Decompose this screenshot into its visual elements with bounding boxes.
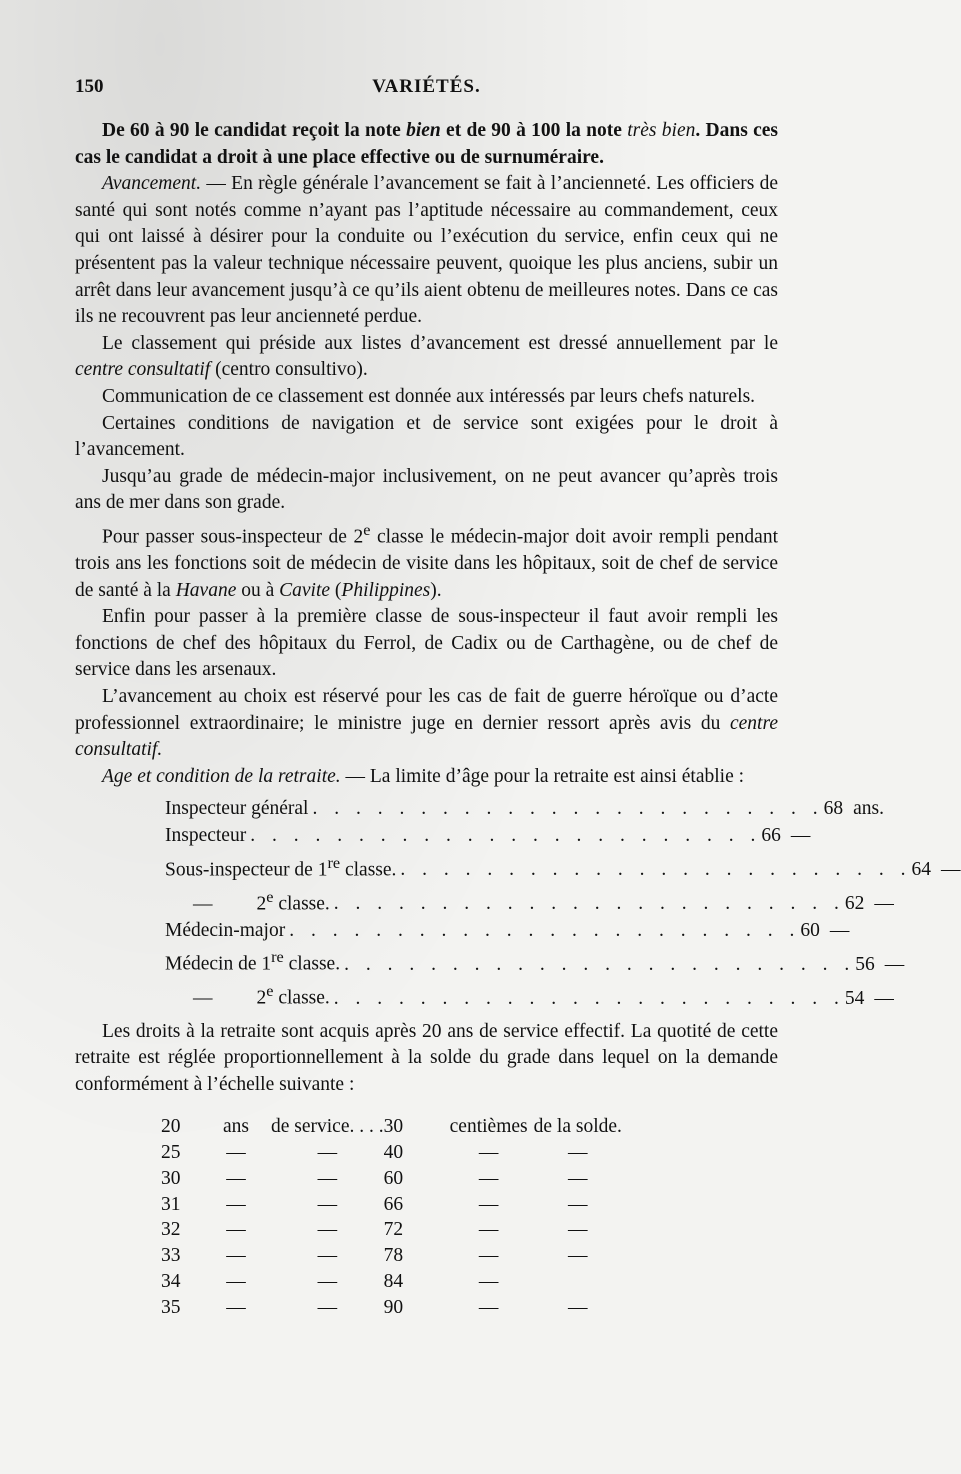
scale-cell: de la solde.: [533, 1116, 622, 1138]
age-unit: —: [884, 953, 905, 975]
centiemes-value: 66: [383, 1193, 404, 1215]
text-run: classe.: [283, 953, 341, 975]
pension-scale-row: [161, 1166, 622, 1192]
years-value: 30: [161, 1167, 181, 1189]
scale-cell: —: [568, 1193, 588, 1215]
text-run: classe.: [273, 893, 330, 915]
scale-cell: —: [478, 1193, 499, 1215]
dot-leader: . . . . . . . . . . . . . . . . . . . . . . . .: [344, 953, 856, 975]
ditto-dash: —: [193, 893, 213, 915]
scale-cell: —: [568, 1167, 588, 1189]
dot-leader: . . . . . . . . . . . . . . . . . . . . . . . .: [312, 798, 824, 820]
centiemes-value: 30: [383, 1116, 404, 1138]
rank-label: Inspecteur: [165, 824, 247, 846]
paragraph-grade: Jusqu’au grade de médecin-major inclusivement, on ne peut avancer qu’après trois ans de mer dans son grade.: [75, 465, 778, 514]
paragraph-classement: [75, 331, 778, 384]
scale-cell: —: [317, 1271, 338, 1293]
paragraph-choix: [75, 684, 778, 764]
scale-cell: —: [226, 1296, 246, 1318]
text-run: 2: [256, 987, 267, 1009]
age-unit: —: [874, 987, 894, 1009]
scale-cell: —: [317, 1193, 338, 1215]
age-limit-row: [165, 978, 894, 1012]
scale-cell: —: [226, 1193, 246, 1215]
text-run: classe le médecin-major doit avoir rempli pendant trois ans les fonctions soit de médecin de visite dans les hôpitaux, soit de chef de service de santé à la: [75, 526, 778, 601]
scale-cell: —: [317, 1219, 338, 1241]
paragraph-communication: Communication de ce classement est donnée aux intéressés par leurs chefs naturels.: [102, 385, 756, 407]
centiemes-value: 90: [383, 1296, 404, 1318]
superscript: e: [363, 520, 371, 539]
text-run: De 60 à 90 le candidat reçoit la note: [102, 120, 407, 141]
age-value: 62: [844, 893, 865, 915]
superscript: e: [266, 887, 274, 906]
scale-cell: —: [226, 1142, 246, 1164]
text-run: (centro consultivo).: [210, 359, 368, 381]
text-run-italic: Cavite: [279, 579, 331, 601]
age-value: 64: [911, 859, 932, 881]
section-heading-italic: Avancement.: [102, 173, 202, 195]
age-value: 54: [844, 987, 865, 1009]
paragraph-retraite: [75, 764, 778, 791]
dot-leader: . . . . . . . . . . . . . . . . . . . . . . . .: [400, 859, 912, 881]
scale-cell: de service. . . .: [271, 1116, 384, 1138]
centiemes-value: 60: [383, 1167, 404, 1189]
text-run-italic: Philippines: [341, 579, 431, 601]
years-value: 20: [161, 1116, 181, 1138]
text-run-italic: bien: [406, 120, 441, 141]
pension-scale-row: [161, 1243, 622, 1269]
pension-scale-row: [161, 1192, 622, 1218]
age-unit: —: [790, 824, 811, 846]
age-limit-row: [165, 944, 905, 978]
text-run: 2: [256, 893, 267, 915]
centiemes-value: 72: [383, 1219, 404, 1241]
age-limit-row: [165, 823, 811, 850]
dot-leader: . . . . . . . . . . . . . . . . . . . . . . . .: [333, 893, 845, 915]
age-unit: ans.: [853, 798, 884, 820]
text-run: ).: [430, 579, 442, 601]
paragraph-sous-inspecteur: [75, 517, 778, 604]
scale-cell: —: [478, 1167, 499, 1189]
years-value: 25: [161, 1142, 181, 1164]
text-run: (: [330, 579, 342, 601]
centiemes-value: 84: [383, 1271, 404, 1293]
superscript: re: [271, 948, 284, 967]
scale-cell: —: [478, 1219, 499, 1241]
text-run: et de 90 à 100 la note: [440, 120, 628, 141]
scale-cell: —: [568, 1296, 588, 1318]
rank-label: [165, 944, 340, 978]
years-value: 32: [161, 1219, 181, 1241]
years-value: 34: [161, 1271, 181, 1293]
paragraph-avancement: [75, 171, 778, 331]
text-run: classe.: [340, 859, 397, 881]
years-value: 33: [161, 1245, 181, 1267]
age-limit-row: [165, 884, 894, 918]
rank-label: Inspecteur général: [165, 798, 309, 820]
text-run-italic: centre consultatif.: [75, 712, 778, 761]
section-heading-italic: Age et condition de la retraite.: [102, 765, 341, 787]
scale-cell: [534, 1269, 622, 1295]
scale-cell: —: [478, 1245, 499, 1267]
rank-label: [165, 850, 396, 884]
age-unit: —: [829, 919, 850, 941]
age-value: 66: [761, 824, 781, 846]
years-value: 35: [161, 1296, 181, 1318]
age-unit: —: [874, 893, 894, 915]
scale-cell: centièmes: [449, 1116, 528, 1138]
text-run: Pour passer sous-inspecteur de 2: [102, 526, 364, 548]
superscript: re: [327, 853, 341, 872]
centiemes-value: 40: [383, 1142, 404, 1164]
dot-leader: . . . . . . . . . . . . . . . . . . . . . . . .: [289, 919, 801, 941]
ditto-dash: —: [193, 987, 213, 1009]
rank-label: [165, 884, 330, 918]
scale-cell: ans: [223, 1116, 249, 1138]
text-run: . Dans ces cas le candidat a droit à une place effective ou de surnuméraire.: [75, 120, 778, 168]
scale-cell: —: [478, 1271, 499, 1293]
scale-cell: —: [226, 1167, 246, 1189]
age-limit-row: [165, 850, 961, 884]
centiemes-value: 78: [383, 1245, 404, 1267]
scale-cell: —: [317, 1296, 338, 1318]
scale-cell: —: [568, 1245, 588, 1267]
dot-leader: . . . . . . . . . . . . . . . . . . . . . . . .: [333, 987, 845, 1009]
running-title: VARIÉTÉS.: [372, 76, 481, 97]
text-run: Sous-inspecteur de 1: [165, 859, 328, 881]
scale-cell: —: [317, 1167, 338, 1189]
age-limit-row: [165, 918, 850, 945]
text-run: Médecin de 1: [165, 953, 272, 975]
text-run-italic: centre consultatif: [75, 359, 211, 381]
paragraph-premiere-classe: Enfin pour passer à la première classe de sous-inspecteur il faut avoir rempli les fonctions de chef des hôpitaux du Ferrol, de Cadix ou de Carthagène, ou de chef de service dans les arsenaux.: [75, 606, 778, 681]
text-run-italic: très bien: [627, 120, 696, 141]
scale-cell: —: [317, 1245, 338, 1267]
superscript: e: [266, 982, 274, 1001]
scale-cell: —: [226, 1219, 246, 1241]
article-body-continued: [75, 1019, 778, 1099]
text-run: — En règle générale l’avancement se fait à l’ancienneté. Les officiers de santé qui sont notés comme n’ayant pas l’aptitude nécessaire au commandement, ceux qui ont laissé à désirer pour la conduite ou l’exécution du service, enfin ceux qui ne présentent pas la valeur technique nécessaire peuvent, quoique les plus anciens, subir un arrêt dans leur avancement jusqu’à ce qu’ils aient obtenu de meilleures notes. Dans ce cas ils ne recouvrent pas leur ancienneté perdue.: [75, 173, 778, 328]
pension-scale-row: [161, 1217, 622, 1243]
scale-cell: —: [478, 1142, 499, 1164]
pension-scale-row: [161, 1269, 622, 1295]
text-run: classe.: [273, 987, 330, 1009]
age-limit-table: [165, 796, 961, 1012]
pension-scale-row: [161, 1114, 622, 1140]
text-run: ou à: [236, 579, 280, 601]
text-run: L’avancement au choix est réservé pour les cas de fait de guerre héroïque ou d’acte professionnel extraordinaire; le ministre juge en dernier ressort après avis du: [75, 685, 778, 734]
scale-cell: —: [568, 1142, 588, 1164]
age-limit-row: [165, 796, 884, 823]
age-unit: —: [941, 859, 961, 881]
text-run-italic: Havane: [175, 579, 237, 601]
pension-scale-table: [161, 1114, 622, 1320]
page-number: 150: [75, 76, 104, 97]
paragraph-notes: [75, 118, 778, 171]
rank-label: [165, 978, 330, 1012]
years-value: 31: [161, 1193, 181, 1215]
pension-scale-row: [161, 1295, 622, 1321]
article-body: [75, 118, 778, 790]
scale-cell: —: [226, 1245, 246, 1267]
age-value: 56: [855, 953, 875, 975]
scale-cell: —: [226, 1271, 246, 1293]
page-header: [75, 72, 778, 108]
paragraph-conditions: Certaines conditions de navigation et de service sont exigées pour le droit à l’avancement.: [75, 412, 778, 461]
text-run: — La limite d’âge pour la retraite est ainsi établie :: [340, 765, 745, 787]
pension-scale-row: [161, 1140, 622, 1166]
scale-cell: —: [317, 1142, 338, 1164]
paragraph-droits-retraite: Les droits à la retraite sont acquis après 20 ans de service effectif. La quotité de cette retraite est réglée proportionnellement à la solde du grade dans lequel on la demande conformément à l’échelle suivante :: [75, 1020, 778, 1095]
age-value: 60: [800, 919, 820, 941]
dot-leader: . . . . . . . . . . . . . . . . . . . . . . . .: [250, 824, 762, 846]
rank-label: Médecin-major: [165, 919, 286, 941]
text-run: Le classement qui préside aux listes d’avancement est dressé annuellement par le: [102, 332, 778, 354]
scale-cell: —: [478, 1296, 499, 1318]
scale-cell: —: [568, 1219, 588, 1241]
age-value: 68: [823, 798, 844, 820]
